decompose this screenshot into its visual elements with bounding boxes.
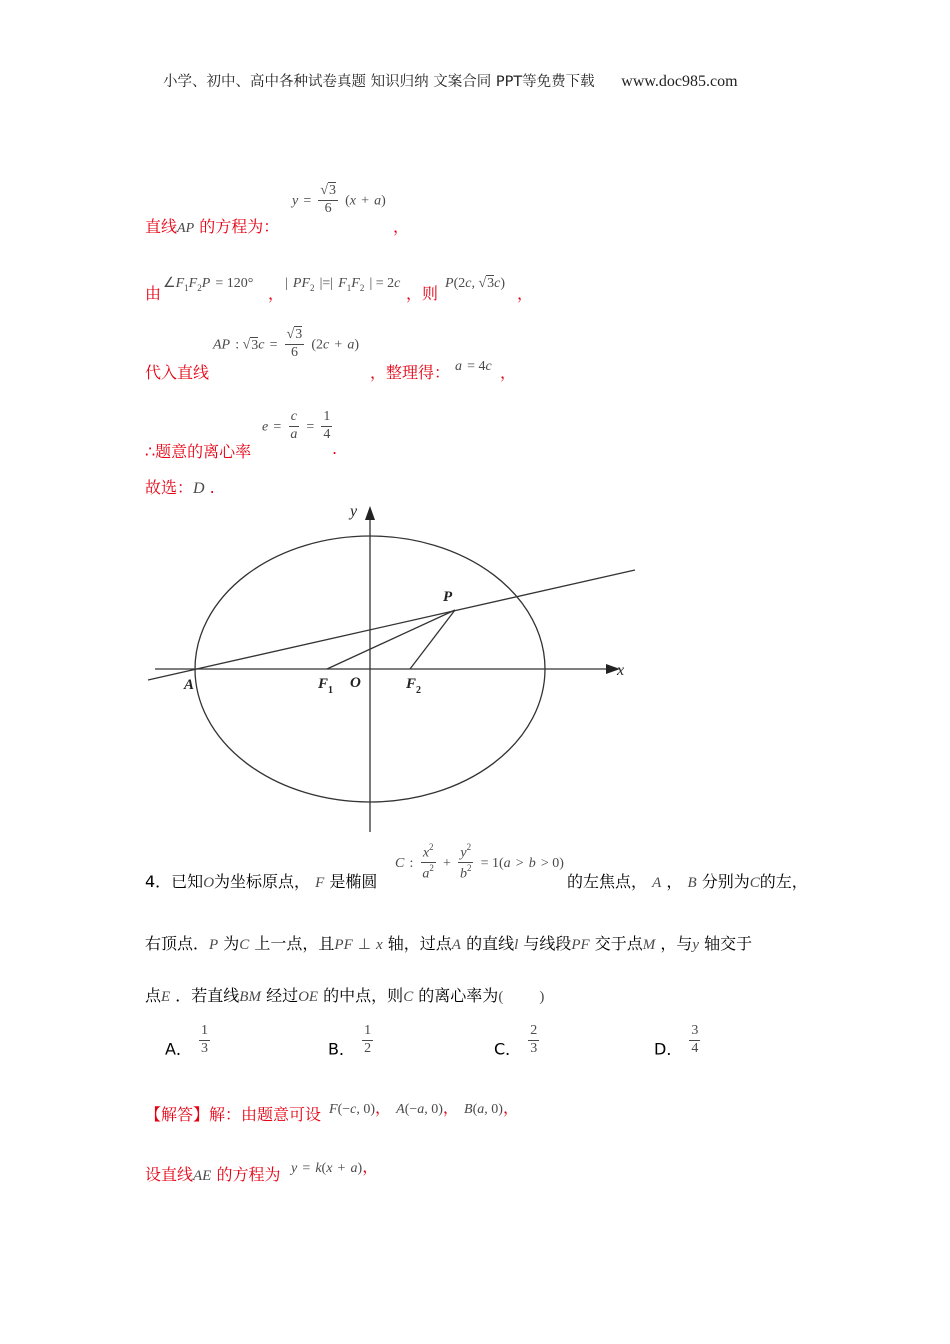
period: . (332, 439, 338, 458)
option-num: 3 (689, 1024, 700, 1041)
text: 分别为 (701, 872, 750, 891)
option-label: C． (494, 1039, 522, 1059)
label-y: y (350, 503, 358, 520)
label-a: A (184, 677, 195, 693)
page-header (163, 70, 738, 91)
solution-line-4 (145, 439, 251, 462)
option-b[interactable] (328, 1023, 375, 1066)
text: 由 (145, 284, 162, 303)
text: ．若直线 (175, 986, 240, 1005)
text: 解：由题意可设 (209, 1105, 322, 1124)
formula-ap: y = $\frac{√3}{6}$ (x + a) (292, 183, 386, 216)
comma: ， (500, 363, 517, 382)
formula-e: e = $\frac{c}{a}$ = $\frac{1}{4}$ (262, 409, 331, 442)
option-den: 3 (530, 1040, 538, 1056)
text: 故选： (145, 478, 194, 497)
label-f1: $F_1$ (318, 676, 334, 696)
text: 的左， (759, 872, 808, 891)
option-den: 3 (201, 1040, 209, 1056)
text: 右顶点． (145, 934, 210, 953)
formula-ae: y = k(x + a)， (291, 1157, 379, 1176)
text: 是椭圆 (329, 872, 378, 891)
text: 直线 (145, 217, 178, 236)
text: 的方程为： (199, 217, 280, 236)
option-label: D． (654, 1039, 683, 1059)
label-f2: $F_2$ (406, 676, 422, 696)
text: 交于点 (594, 934, 643, 953)
text: 轴，过点 (387, 934, 452, 953)
text: 设直线 (145, 1165, 194, 1184)
solution-line-5: 故选：D . (145, 478, 215, 497)
problem-4-line-2: 右顶点．P 为C 上一点，且PF ⊥ x 轴，过点A 的直线l 与线段PF 交于点M ，与y 轴交于 (145, 934, 753, 953)
ellipse-figure (140, 498, 660, 838)
text: 点 (145, 986, 162, 1005)
text: 上一点，且 (254, 934, 335, 953)
option-num: 2 (528, 1024, 539, 1041)
header-text: 小学、初中、高中各种试卷真题 知识归纳 文案合同 PPT等免费下载 (163, 74, 595, 90)
text: 与线段 (523, 934, 572, 953)
formula-pf2: | $PF_2$ |=| $F_1F_2$ | = 2c (285, 276, 401, 294)
text: 4．已知 (145, 872, 204, 891)
text: 的方程为 (216, 1165, 281, 1184)
text: 的离心率为 (418, 986, 499, 1005)
text: ，与 (660, 934, 693, 953)
option-c[interactable] (494, 1023, 541, 1066)
option-label: A． (165, 1039, 192, 1059)
problem-4-line-1: 4．已知O为坐标原点， F 是椭圆 (145, 872, 378, 891)
solution-line-3 (145, 360, 209, 383)
option-label: B． (328, 1039, 355, 1059)
formula-angle: $\angle F_1F_2P = 120^\circ$ (163, 276, 254, 294)
header-url: www.doc985.com (621, 73, 738, 90)
problem-4-line-3: 点E ．若直线BM 经过OE 的中点，则C 的离心率为( ) (145, 986, 545, 1005)
formula-p: P(2c, √3c) (445, 276, 506, 291)
solution-line-2 (145, 281, 161, 304)
text: 的左焦点， (567, 872, 648, 891)
solution-line-1: 直线AP 的方程为： (145, 217, 280, 236)
text: ，整理得： (370, 363, 451, 382)
option-num: 1 (362, 1024, 373, 1041)
option-a[interactable] (165, 1023, 212, 1066)
text: ，则 (406, 284, 439, 303)
y-axis-arrow (365, 506, 375, 520)
label-p: P (443, 589, 453, 605)
line-ap (148, 570, 635, 680)
text: 经过 (266, 986, 299, 1005)
answer-line-1 (145, 1102, 321, 1125)
option-den: 2 (364, 1040, 372, 1056)
text: 为 (223, 934, 240, 953)
option-num: 1 (199, 1024, 210, 1041)
formula-ellipse: C : $\frac{x^2}{a^2}$ + $\frac{y^2}{b^2}$ = 1(a > b > 0) (395, 842, 564, 882)
text: 代入直线 (145, 363, 210, 382)
comma: ， (517, 284, 534, 303)
option-d[interactable] (654, 1023, 702, 1066)
formula-points: F(−c, 0)， A(−a, 0)， B(a, 0)， (329, 1098, 519, 1117)
text: ， (666, 872, 683, 891)
option-den: 4 (691, 1040, 699, 1056)
label-o: O (350, 675, 361, 691)
text: 的直线 (466, 934, 515, 953)
segment-f1p (327, 610, 455, 669)
text: ∴题意的离心率 (145, 442, 252, 461)
formula-sub: AP : √3c = $\frac{√3}{6}$ (2c + a) (213, 327, 360, 360)
text: ， (268, 284, 285, 303)
answer-line-2: 设直线AE 的方程为 (145, 1165, 281, 1184)
problem-4-line-1b: 的左焦点， A ， B 分别为C的左， (567, 872, 808, 891)
comma: ， (393, 217, 410, 236)
label-x: x (617, 662, 625, 679)
text: 轴交于 (704, 934, 753, 953)
text: 的中点，则 (323, 986, 404, 1005)
answer-tag: 【解答】 (145, 1105, 210, 1124)
formula-a4c: a = 4c (455, 359, 492, 374)
text: 为坐标原点， (214, 872, 311, 891)
